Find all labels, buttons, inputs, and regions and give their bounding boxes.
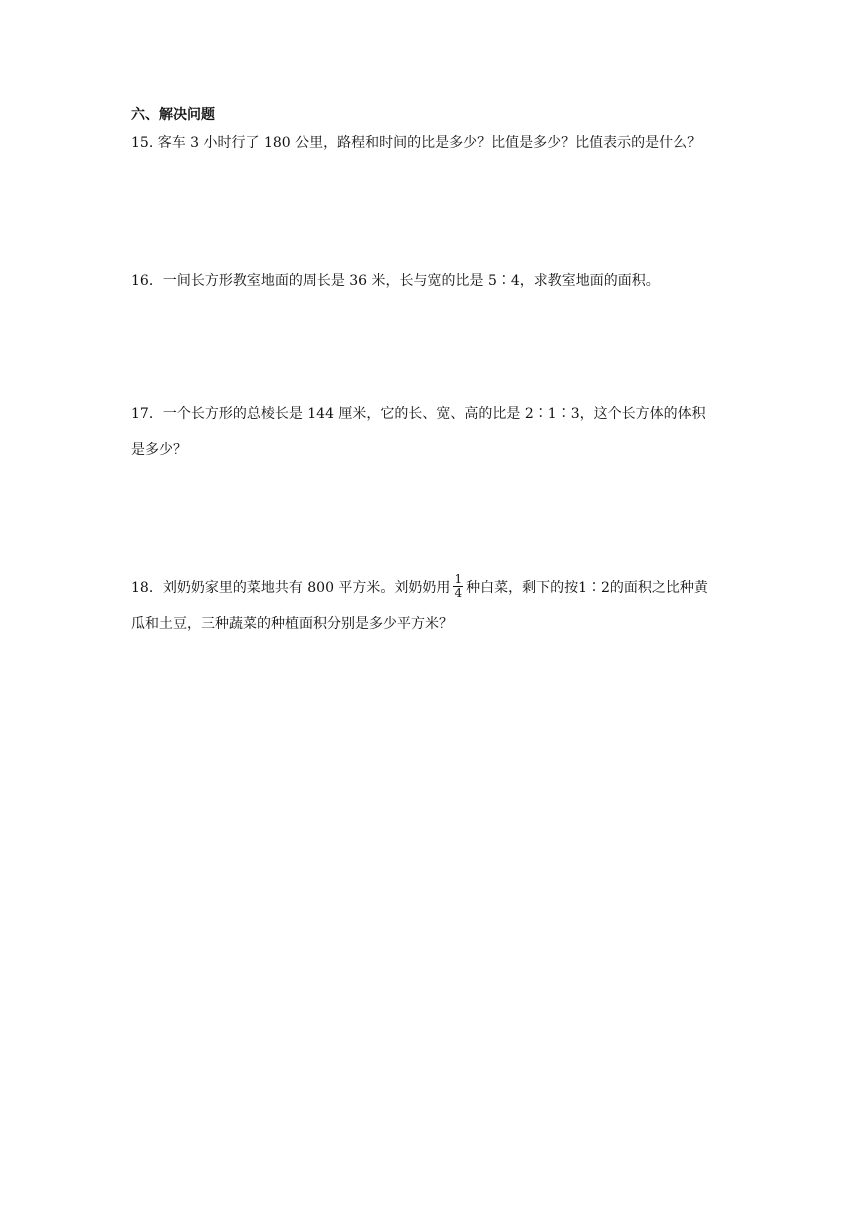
question-16-text: 16．一间长方形教室地面的周长是 36 米，长与宽的比是 5∶4，求教室地面的面积。	[131, 273, 660, 289]
fraction-denominator: 4	[454, 585, 463, 600]
question-15-text: 15. 客车 3 小时行了 180 公里，路程和时间的比是多少？比值是多少？比值表示的是什么？	[131, 135, 702, 151]
question-18-line-1	[131, 570, 741, 606]
question-16	[131, 263, 741, 299]
fraction-one-quarter	[453, 573, 463, 600]
section-title: 六、解决问题	[131, 107, 215, 123]
question-18-line-2: 瓜和土豆，三种蔬菜的种植面积分别是多少平方米？	[131, 616, 453, 632]
question-17-line-1: 17．一个长方形的总棱长是 144 厘米，它的长、宽、高的比是 2∶1∶3，这个长方体的体积	[131, 406, 706, 422]
question-18-text-before: 18．刘奶奶家里的菜地共有 800 平方米。刘奶奶用	[131, 580, 451, 596]
question-15	[131, 125, 741, 161]
question-18	[131, 570, 741, 642]
question-17-line-2: 是多少？	[131, 442, 187, 458]
question-18-text-after: 种白菜，剩下的按1∶2的面积之比种黄	[466, 580, 708, 596]
question-17	[131, 396, 741, 468]
fraction-numerator: 1	[454, 571, 463, 586]
